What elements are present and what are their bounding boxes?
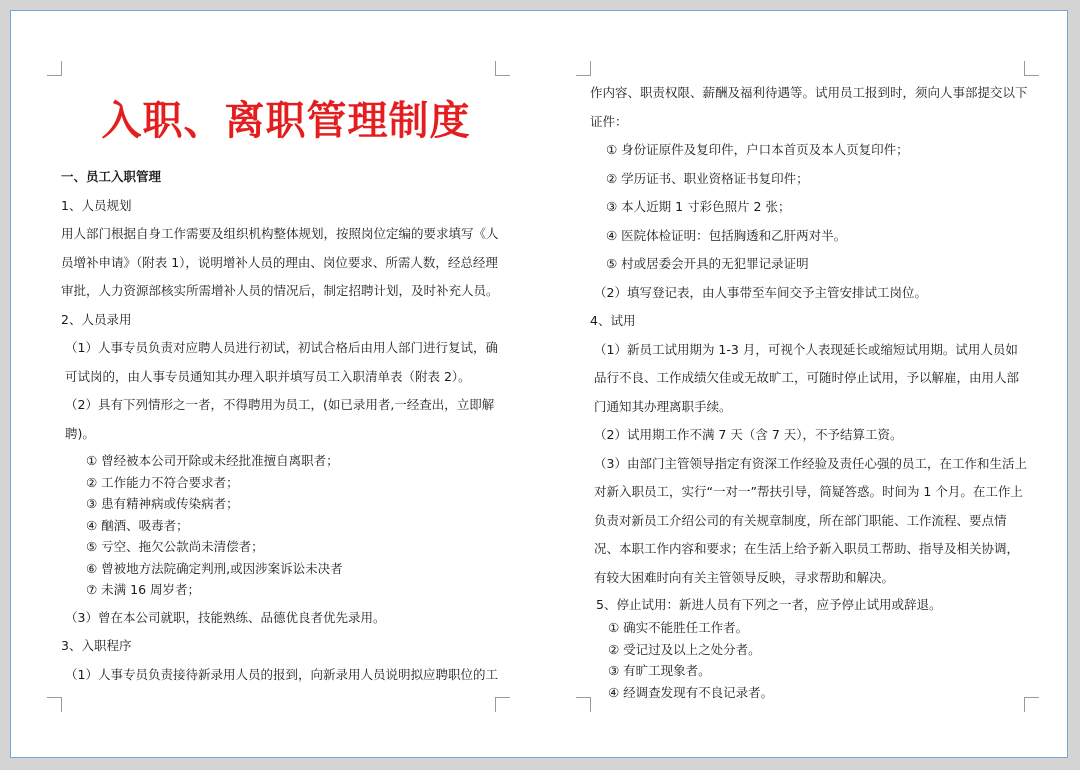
paragraph: 作内容、职责权限、薪酬及福利待遇等。试用员工报到时，须向人事部提交以下证件： xyxy=(590,85,1028,129)
list-item: ③ 本人近期 1 寸彩色照片 2 张； xyxy=(606,199,791,214)
list-item: ② 学历证书、职业资格证书复印件； xyxy=(606,170,809,186)
list-item: ⑤ 村或居委会开具的无犯罪记录证明 xyxy=(606,256,809,271)
paragraph: （1）新员工试用期为 1-3 月，可视个人表现延长或缩短试用期。试用人员如品行不良、工作成绩欠佳或无故旷工，可随时停止试用，予以解雇，由用人部门通知其办理离职手续。 xyxy=(594,341,1020,414)
page-right xyxy=(540,11,1069,759)
paragraph: （2）具有下列情形之一者，不得聘用为员工，(如已录用者,一经查出，立即解聘)。 xyxy=(65,397,495,441)
paragraph: （3）由部门主管领导指定有资深工作经验及责任心强的员工，在工作和生活上对新入职员工，实行“一对一”帮扶引导，简疑答惑。时间为 1 个月。在工作上负责对新员工介绍公司的有关规章制度，所在部门职能、工作流程、要点情况、本职工作内容和要求；在生活上给予新入职员工帮助、指导及相关协调，有较大困难时向有关主管领导反映，寻求帮助和解决。 xyxy=(594,455,1027,585)
margin-mark xyxy=(1024,61,1039,76)
list-item: ① 确实不能胜任工作者。 xyxy=(608,620,749,635)
list-item: ① 曾经被本公司开除或未经批准擅自离职者； xyxy=(86,453,339,468)
list-item: ① 身份证原件及复印件，户口本首页及本人页复印件； xyxy=(606,142,909,157)
paragraph: （1）人事专员负责对应聘人员进行初试，初试合格后由用人部门进行复试，确可试岗的，由人事专员通知其办理入职并填写员工入职清单表（附表 2）。 xyxy=(65,340,498,384)
page-left xyxy=(11,11,540,759)
margin-mark xyxy=(576,697,591,712)
paragraph: （2）填写登记表，由人事带至车间交予主管安排试工岗位。 xyxy=(594,284,927,300)
margin-mark xyxy=(576,61,591,76)
margin-mark xyxy=(495,61,510,76)
paragraph: 用人部门根据自身工作需要及组织机构整体规划，按照岗位定编的要求填写《人员增补申请》（附表 1），说明增补人员的理由、岗位要求、所需人数，经总经理审批，人力资源部核实所需增补人员的情况后，制定招聘计划，及时补充人员。 xyxy=(61,226,499,298)
list-item: ⑥ 曾被地方法院确定判刑,或因涉案诉讼未决者 xyxy=(86,560,343,576)
subsection-title: 3、入职程序 xyxy=(61,638,132,653)
subsection-title: 2、人员录用 xyxy=(61,311,132,327)
paragraph: （3）曾在本公司就职，技能熟练、品德优良者优先录用。 xyxy=(65,609,386,625)
margin-mark xyxy=(47,61,62,76)
paragraph: （2）试用期工作不满 7 天（含 7 天），不予结算工资。 xyxy=(594,427,903,442)
subsection-title: 4、试用 xyxy=(590,313,636,328)
right-page-body xyxy=(590,79,1030,703)
disqualification-list xyxy=(61,448,509,604)
left-page-body xyxy=(61,163,509,689)
list-item: ③ 有旷工现象者。 xyxy=(608,663,711,678)
document-viewer xyxy=(10,10,1068,758)
subsection-title: 5、停止试用：新进人员有下列之一者，应予停止试用或辞退。 xyxy=(596,597,942,612)
list-item: ④ 酗酒、吸毒者； xyxy=(86,517,189,533)
document-title: 入职、离职管理制度 xyxy=(101,98,471,144)
subsection-title: 1、人员规划 xyxy=(61,197,132,213)
termination-list xyxy=(590,617,1030,703)
list-item: ⑤ 亏空、拖欠公款尚未清偿者； xyxy=(86,539,264,554)
list-item: ④ 经调查发现有不良记录者。 xyxy=(608,684,774,700)
list-item: ⑦ 未满 16 周岁者； xyxy=(86,582,201,597)
margin-mark xyxy=(47,697,62,712)
margin-mark xyxy=(495,697,510,712)
list-item: ② 工作能力不符合要求者； xyxy=(86,474,239,490)
list-item: ③ 患有精神病或传染病者； xyxy=(86,496,239,511)
list-item: ② 受记过及以上之处分者。 xyxy=(608,641,761,657)
paragraph: （1）人事专员负责接待新录用人员的报到，向新录用人员说明拟应聘职位的工 xyxy=(65,666,498,682)
section-heading: 一、员工入职管理 xyxy=(61,169,162,184)
documents-list xyxy=(590,136,1030,279)
list-item: ④ 医院体检证明：包括胸透和乙肝两对半。 xyxy=(606,227,847,243)
